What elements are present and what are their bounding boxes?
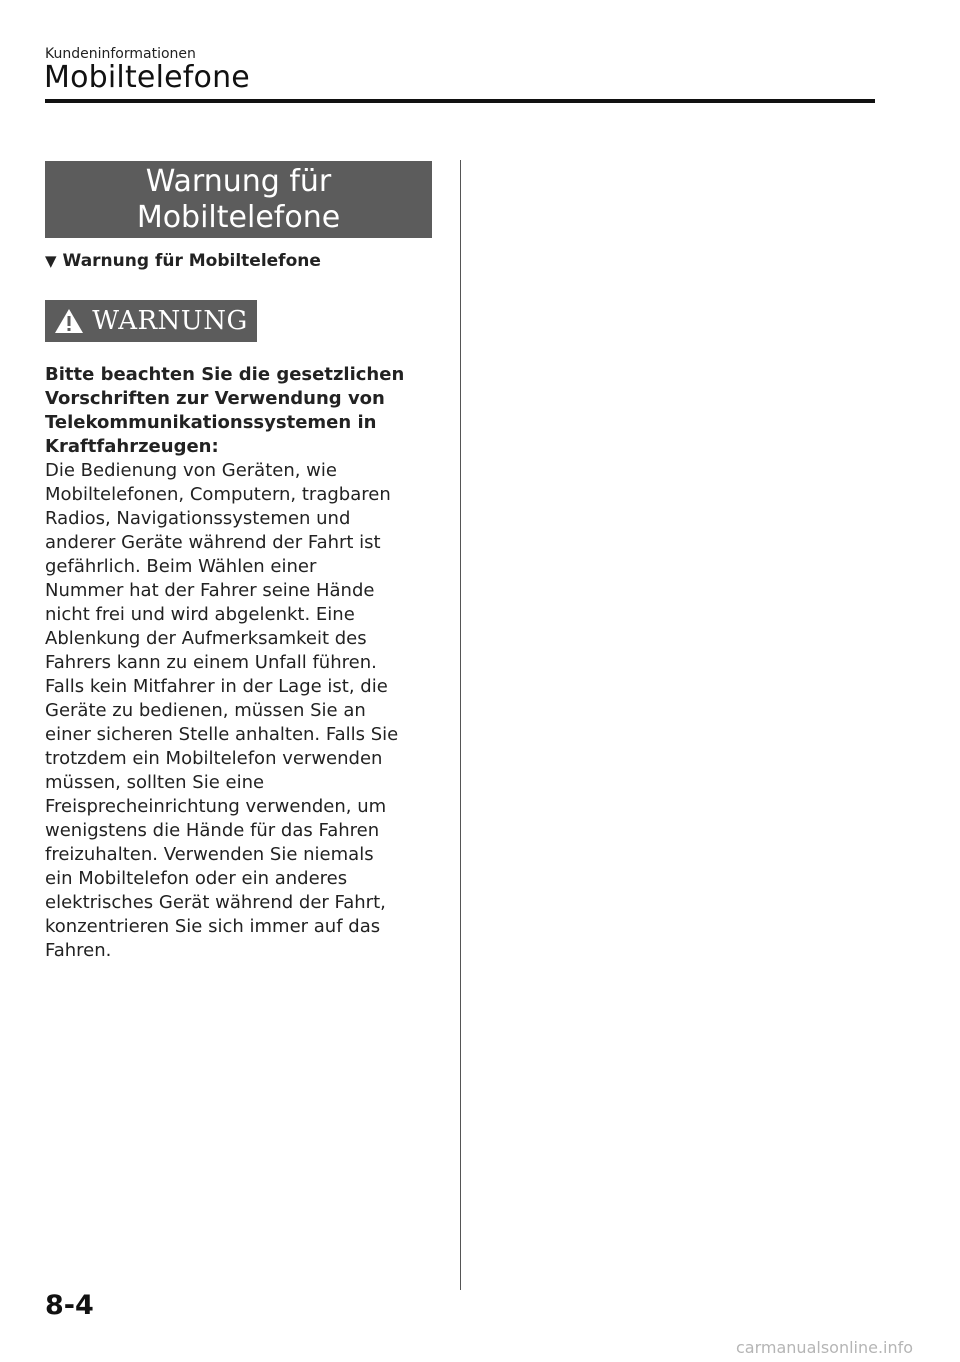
warning-badge: [45, 300, 257, 342]
warning-body-text: Die Bedienung von Geräten, wie Mobiltelefonen, Computern, tragbaren Radios, Navigationssystemen und anderer Geräte während der Fahrt ist gefährlich. Beim Wählen einer Nummer hat der Fahrer seine Hände nicht frei und wird abgelenkt. Eine Ablenkung der Aufmerksamkeit des Fahrers kann zu einem Unfall führen. Falls kein Mitfahrer in der Lage ist, die Geräte zu bedienen, müssen Sie an einer sicheren Stelle anhalten. Falls Sie trotzdem ein Mobiltelefon verwenden müssen, sollten Sie eine Freisprecheinrichtung verwenden, um wenigstens die Hände für das Fahren freizuhalten. Verwenden Sie niemals ein Mobiltelefon oder ein anderes elektrisches Gerät während der Fahrt, konzentrieren Sie sich immer auf das Fahren.: [45, 460, 399, 961]
triangle-down-icon: ▼: [45, 252, 57, 270]
subheading-text: Warnung für Mobiltelefone: [62, 251, 321, 271]
warning-label: WARNUNG: [92, 306, 248, 336]
section-title-box: [45, 161, 432, 238]
subheading: [45, 251, 321, 271]
section-title-line-1: Warnung für: [145, 164, 332, 199]
header-section-label: Kundeninformationen: [45, 46, 196, 62]
warning-triangle-icon: [54, 308, 84, 334]
header-rule: [45, 99, 875, 103]
column-divider: [460, 160, 461, 1290]
page-header-title: Mobiltelefone: [44, 60, 250, 95]
warning-lead-text: Bitte beachten Sie die gesetzlichen Vorschriften zur Verwendung von Telekommunikationssystemen in Kraftfahrzeugen:: [45, 364, 405, 457]
watermark: carmanualsonline.info: [736, 1338, 914, 1357]
section-title-line-2: Mobiltelefone: [136, 200, 341, 235]
warning-body: [45, 363, 445, 963]
page-number: 8-4: [45, 1290, 94, 1321]
